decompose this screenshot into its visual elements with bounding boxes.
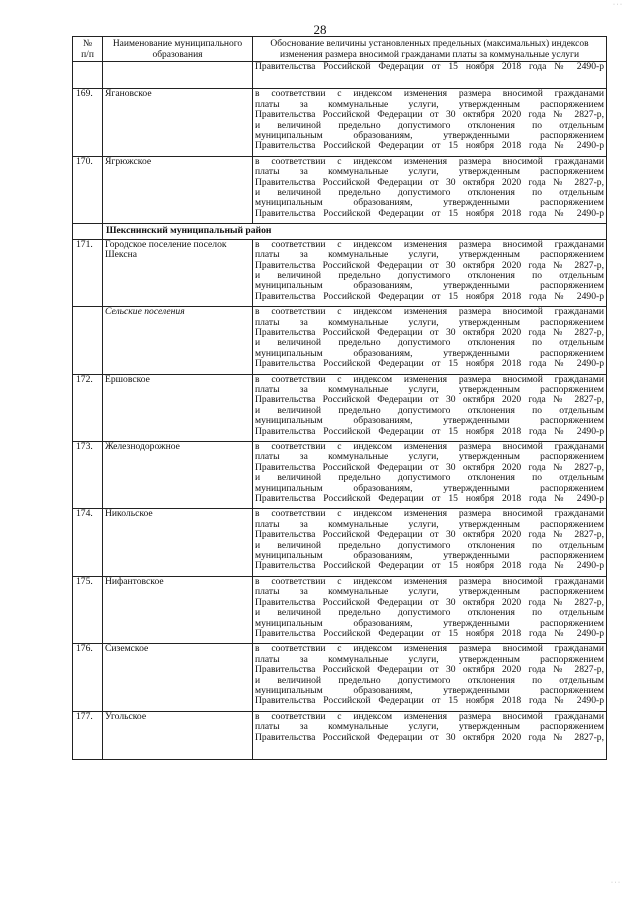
basis-line: и величиной предельно допустимого отклонения по отдельным	[255, 119, 604, 131]
basis-line: платы за коммунальные услуги, утвержденным распоряжением	[255, 383, 604, 395]
row-number: 172.	[73, 374, 103, 441]
basis-line: Правительства Российской Федерации от 30 октября 2020 года № 2827-р,	[255, 326, 604, 338]
basis-line: в соответствии с индексом изменения размера вносимой гражданами	[255, 710, 604, 722]
basis-line: Правительства Российской Федерации от 15 ноября 2018 года № 2490-р	[255, 207, 604, 219]
row-number: 177.	[73, 711, 103, 759]
tariff-index-table	[72, 36, 607, 760]
table-row	[73, 576, 607, 643]
basis-line: Правительства Российской Федерации от 15 ноября 2018 года № 2490-р	[255, 560, 604, 572]
basis-line: в соответствии с индексом изменения размера вносимой гражданами	[255, 643, 604, 655]
basis-line: платы за коммунальные услуги, утвержденным распоряжением	[255, 586, 604, 598]
basis-line: муниципальным образованиям, утвержденными распоряжением	[255, 280, 604, 292]
header-basis: Обоснование величины установленных предельных (максимальных) индексов изменения размера вносимой гражданами платы за коммунальные услуги	[253, 37, 607, 62]
basis-line: Правительства Российской Федерации от 30 октября 2020 года № 2827-р,	[255, 461, 604, 473]
table-row	[73, 89, 607, 156]
basis-line: и величиной предельно допустимого отклонения по отдельным	[255, 472, 604, 484]
basis-line: Правительства Российской Федерации от 30 октября 2020 года № 2827-р,	[255, 259, 604, 271]
row-number: 171.	[73, 239, 103, 306]
basis-line: Правительства Российской Федерации от 30 октября 2020 года № 2827-р,	[255, 664, 604, 676]
municipality-name: Городское поселение поселок Шексна	[103, 239, 253, 306]
basis-text	[253, 711, 607, 759]
basis-line: Правительства Российской Федерации от 15 ноября 2018 года № 2490-р	[255, 140, 604, 152]
basis-line: Правительства Российской Федерации от 15 ноября 2018 года № 2490-р	[255, 290, 604, 302]
continuation-text: Правительства Российской Федерации от 15 ноября 2018 года № 2490-р	[253, 62, 607, 89]
basis-line: в соответствии с индексом изменения размера вносимой гражданами	[255, 88, 604, 100]
basis-line: в соответствии с индексом изменения размера вносимой гражданами	[255, 238, 604, 250]
basis-line: муниципальным образованиям, утвержденными распоряжением	[255, 415, 604, 427]
basis-line: в соответствии с индексом изменения размера вносимой гражданами	[255, 441, 604, 452]
row-number: 174.	[73, 509, 103, 576]
basis-line: Правительства Российской Федерации от 30 октября 2020 года № 2827-р,	[255, 731, 604, 743]
table-row	[73, 374, 607, 441]
basis-line: платы за коммунальные услуги, утвержденным распоряжением	[255, 98, 604, 110]
basis-text	[253, 156, 607, 223]
basis-line: платы за коммунальные услуги, утвержденным распоряжением	[255, 249, 604, 261]
basis-line: муниципальным образованиям, утвержденными распоряжением	[255, 347, 604, 359]
table-row	[73, 442, 607, 509]
basis-line: Правительства Российской Федерации от 30 октября 2020 года № 2827-р,	[255, 176, 604, 188]
basis-line: Правительства Российской Федерации от 30 октября 2020 года № 2827-р,	[255, 529, 604, 541]
municipality-name: Нифантовское	[103, 576, 253, 643]
table-row	[73, 156, 607, 223]
basis-line: Правительства Российской Федерации от 15 ноября 2018 года № 2490-р	[255, 695, 604, 707]
corner-mark: · · ·	[613, 2, 622, 8]
row-number: 169.	[73, 89, 103, 156]
table-row	[73, 307, 607, 374]
basis-line: муниципальным образованиям, утвержденными распоряжением	[255, 130, 604, 142]
basis-line: Правительства Российской Федерации от 15 ноября 2018 года № 2490-р	[255, 493, 604, 505]
basis-line: и величиной предельно допустимого отклонения по отдельным	[255, 674, 604, 686]
municipality-name: Угольское	[103, 711, 253, 759]
municipality-name: Железнодорожное	[103, 442, 253, 509]
table-row	[73, 239, 607, 306]
basis-line: Правительства Российской Федерации от 15 ноября 2018 года № 2490-р	[255, 425, 604, 437]
table-row	[73, 509, 607, 576]
basis-line: платы за коммунальные услуги, утвержденным распоряжением	[255, 316, 604, 328]
basis-text	[253, 374, 607, 441]
header-number: № п/п	[73, 37, 103, 62]
row-number	[73, 307, 103, 374]
basis-line: в соответствии с индексом изменения размера вносимой гражданами	[255, 373, 604, 385]
basis-line: в соответствии с индексом изменения размера вносимой гражданами	[255, 575, 604, 587]
row-number: 176.	[73, 644, 103, 711]
district-row	[73, 224, 607, 239]
municipality-name: Ершовское	[103, 374, 253, 441]
basis-line: муниципальным образованиям, утвержденными распоряжением	[255, 684, 604, 696]
page-number: 28	[313, 22, 327, 37]
basis-line: в соответствии с индексом изменения размера вносимой гражданами	[255, 155, 604, 167]
basis-line: муниципальным образованиям, утвержденными распоряжением	[255, 197, 604, 209]
basis-line: муниципальным образованиям, утвержденными распоряжением	[255, 550, 604, 562]
table-row	[73, 711, 607, 759]
basis-text	[253, 89, 607, 156]
municipality-name: Ягановское	[103, 89, 253, 156]
basis-line: и величиной предельно допустимого отклонения по отдельным	[255, 269, 604, 281]
basis-line: платы за коммунальные услуги, утвержденным распоряжением	[255, 166, 604, 178]
basis-text	[253, 644, 607, 711]
district-heading: Шекснинский муниципальный район	[103, 224, 607, 239]
basis-line: в соответствии с индексом изменения размера вносимой гражданами	[255, 508, 604, 520]
municipality-name: Сельские поселения	[103, 307, 253, 374]
basis-line: муниципальным образованиям, утвержденными распоряжением	[255, 617, 604, 629]
basis-line: Правительства Российской Федерации от 30 октября 2020 года № 2827-р,	[255, 109, 604, 121]
basis-line: Правительства Российской Федерации от 30 октября 2020 года № 2827-р,	[255, 394, 604, 406]
municipality-name: Сиземское	[103, 644, 253, 711]
basis-line: и величиной предельно допустимого отклонения по отдельным	[255, 607, 604, 619]
row-number: 173.	[73, 442, 103, 509]
basis-text	[253, 307, 607, 374]
basis-line: платы за коммунальные услуги, утвержденным распоряжением	[255, 721, 604, 733]
basis-line: Правительства Российской Федерации от 30 октября 2020 года № 2827-р,	[255, 596, 604, 608]
basis-line: Правительства Российской Федерации от 15 ноября 2018 года № 2490-р	[255, 627, 604, 639]
basis-line: и величиной предельно допустимого отклонения по отдельным	[255, 187, 604, 199]
municipality-name: Никольское	[103, 509, 253, 576]
basis-text	[253, 576, 607, 643]
table-header-row	[73, 37, 607, 62]
basis-line: платы за коммунальные услуги, утвержденным распоряжением	[255, 518, 604, 530]
basis-line: и величиной предельно допустимого отклонения по отдельным	[255, 404, 604, 416]
table-row	[73, 644, 607, 711]
basis-line: Правительства Российской Федерации от 15 ноября 2018 года № 2490-р	[255, 358, 604, 370]
basis-line: и величиной предельно допустимого отклонения по отдельным	[255, 337, 604, 349]
row-number: 175.	[73, 576, 103, 643]
basis-line: и величиной предельно допустимого отклонения по отдельным	[255, 539, 604, 551]
row-number: 170.	[73, 156, 103, 223]
basis-line: муниципальным образованиям, утвержденными распоряжением	[255, 482, 604, 494]
basis-text	[253, 509, 607, 576]
basis-line: в соответствии с индексом изменения размера вносимой гражданами	[255, 306, 604, 318]
municipality-name: Ягрюжское	[103, 156, 253, 223]
basis-line: платы за коммунальные услуги, утвержденным распоряжением	[255, 653, 604, 665]
basis-line: платы за коммунальные услуги, утвержденным распоряжением	[255, 451, 604, 463]
header-name: Наименование муниципального образования	[103, 37, 253, 62]
page-footer-mark: · · ·	[611, 880, 620, 886]
basis-text	[253, 442, 607, 509]
basis-text	[253, 239, 607, 306]
continuation-row	[73, 62, 607, 89]
